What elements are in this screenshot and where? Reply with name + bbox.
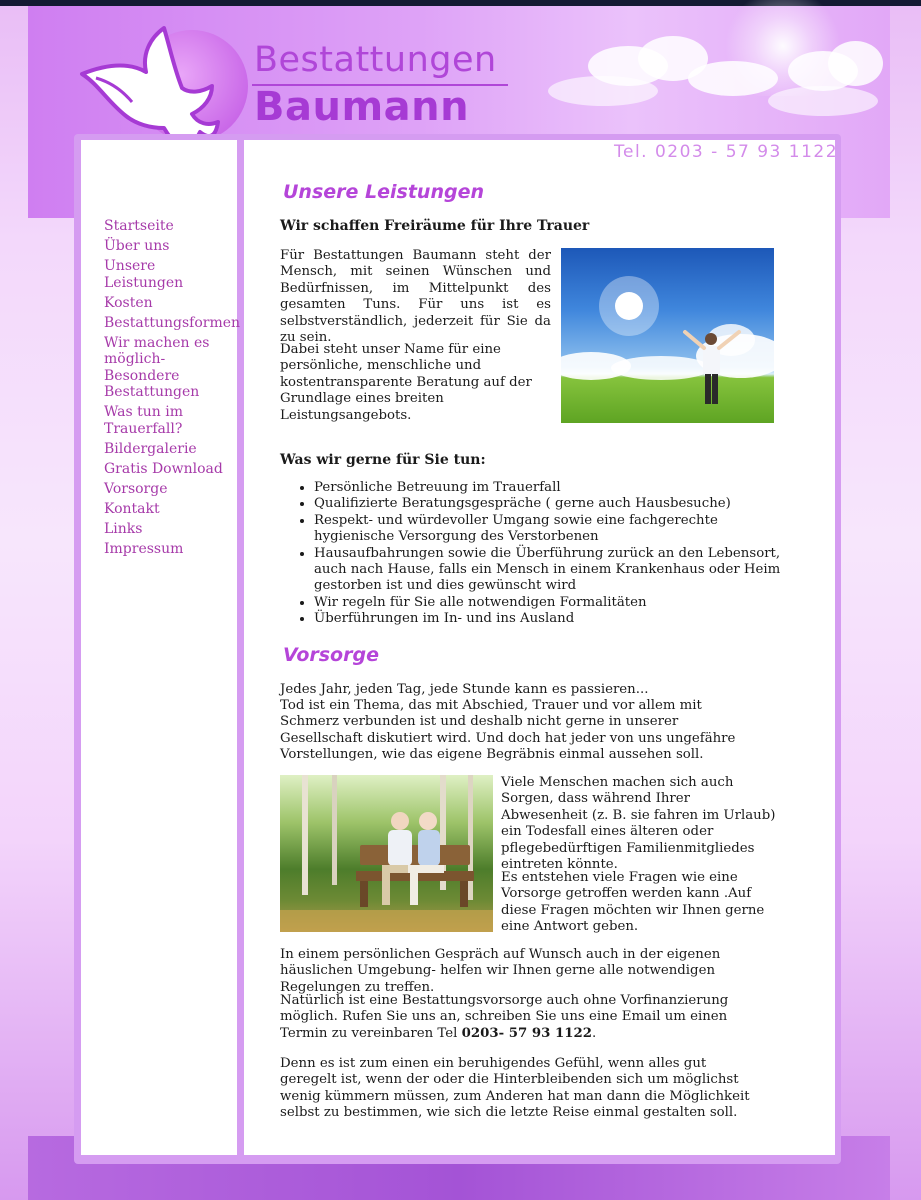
cloud-decoration	[688, 61, 778, 96]
sidebar-nav	[104, 218, 241, 561]
service-item: • Überführungen im In- und ins Ausland	[314, 611, 789, 627]
nav-item-bestattungsformen[interactable]: Bestattungsformen	[104, 314, 241, 331]
vorsorge-intro-line2: Tod ist ein Thema, das mit Abschied, Trauer und vor allem mit Schmerz verbunden ist und deshalb nicht gerne in unserer Gesellschaft diskutiert wird. Und doch hat jeder von uns ungefähre Vorstellungen, wie das eigene Begräbnis einmal aussehen soll.	[280, 698, 736, 763]
photo-man-in-meadow	[561, 248, 774, 423]
leistungen-heading: Unsere Leistungen	[283, 181, 484, 203]
cloud-decoration	[548, 76, 658, 106]
service-item: • Qualifizierte Beratungsgespräche ( gerne auch Hausbesuche)	[314, 496, 789, 512]
service-item: • Persönliche Betreuung im Trauerfall	[314, 480, 789, 496]
vorsorge-para4-end: .	[592, 1025, 597, 1041]
service-item: • Hausaufbahrungen sowie die Überführung zurück an den Lebensort, auch nach Hause, falls ein Mensch in einem Krankenhaus oder Heim gestorben ist und dies gewünscht wird	[314, 546, 789, 595]
vorsorge-para4	[280, 993, 765, 1042]
leistungen-list-heading: Was wir gerne für Sie tun:	[280, 452, 486, 468]
vorsorge-para4-lead: Natürlich ist eine Bestattungsvorsorge auch ohne Vorfinanzierung möglich. Rufen Sie uns an, schreiben Sie uns eine Email um einen Termin zu vereinbaren Tel	[280, 993, 729, 1041]
nav-item-vorsorge[interactable]: Vorsorge	[104, 480, 168, 497]
vorsorge-heading: Vorsorge	[283, 644, 379, 666]
photo-couple-on-bench	[280, 775, 493, 932]
nav-item-kontakt[interactable]: Kontakt	[104, 500, 160, 517]
nav-item-besondere-bestattungen[interactable]: Wir machen es möglich-Besondere Bestattungen	[104, 334, 210, 400]
leistungen-para2: Dabei steht unser Name für eine persönliche, menschliche und kostentransparente Beratung auf der Grundlage eines breiten Leistungsangebots.	[280, 342, 532, 423]
vorsorge-side-para2: Es entstehen viele Fragen wie eine Vorsorge getroffen werden kann .Auf diese Fragen möchten wir Ihnen gerne eine Antwort geben.	[501, 870, 765, 935]
nav-item-was-tun-im-trauerfall[interactable]: Was tun im Trauerfall?	[104, 404, 184, 437]
nav-item-links[interactable]: Links	[104, 520, 143, 537]
cloud-decoration	[768, 86, 878, 116]
brand-name-line1: Bestattungen	[254, 40, 497, 80]
leistungen-subheading: Wir schaffen Freiräume für Ihre Trauer	[280, 218, 590, 234]
vorsorge-para3: In einem persönlichen Gespräch auf Wunsch auch in der eigenen häuslichen Umgebung- helfen wir Ihnen gerne alle notwendigen Regelungen zu treffen.	[280, 947, 721, 995]
vorsorge-side-para1: Viele Menschen machen sich auch Sorgen, dass während Ihrer Abwesenheit (z. B. sie fahren im Urlaub) ein Todesfall eines älteren oder pflegebedürftigen Familienmitgliedes eintreten könnte.	[501, 775, 776, 873]
service-item: • Wir regeln für Sie alle notwendigen Formalitäten	[314, 595, 789, 611]
nav-item-bildergalerie[interactable]: Bildergalerie	[104, 440, 197, 457]
cloud-decoration	[828, 41, 883, 86]
nav-item-ueber-uns[interactable]: Über uns	[104, 238, 170, 254]
leistungen-para1: Für Bestattungen Baumann steht der Mensch, mit seinen Wünschen und Bedürfnissen, im Mittelpunkt des gesamten Tuns. Für uns ist es selbstverständlich, jederzeit für Sie da zu sein.	[280, 248, 551, 346]
service-item: • Respekt- und würdevoller Umgang sowie eine fachgerechte hygienische Versorgung des Verstorbenen	[314, 513, 789, 546]
nav-item-gratis-download[interactable]: Gratis Download	[104, 460, 223, 477]
header-phone[interactable]: Tel. 0203 - 57 93 1122	[614, 142, 839, 162]
brand-name-line2: Baumann	[254, 84, 470, 130]
nav-item-unsere-leistungen[interactable]: Unsere Leistungen	[104, 258, 184, 291]
vorsorge-intro-line1: Jedes Jahr, jeden Tag, jede Stunde kann es passieren...	[280, 682, 649, 697]
vorsorge-para5: Denn es ist zum einen ein beruhigendes Gefühl, wenn alles gut geregelt ist, wenn der oder die Hinterbleibenden sich um möglichst wenig kümmern müssen, zum Anderen hat man dann die Möglichkeit selbst zu bestimmen, wie sich die letzte Reise einmal gestalten soll.	[280, 1056, 750, 1121]
services-list	[280, 480, 789, 628]
nav-item-kosten[interactable]: Kosten	[104, 294, 153, 311]
vorsorge-phone[interactable]: 0203- 57 93 1122	[461, 1025, 593, 1041]
nav-item-impressum[interactable]: Impressum	[104, 540, 184, 557]
nav-item-startseite[interactable]: Startseite	[104, 218, 174, 234]
